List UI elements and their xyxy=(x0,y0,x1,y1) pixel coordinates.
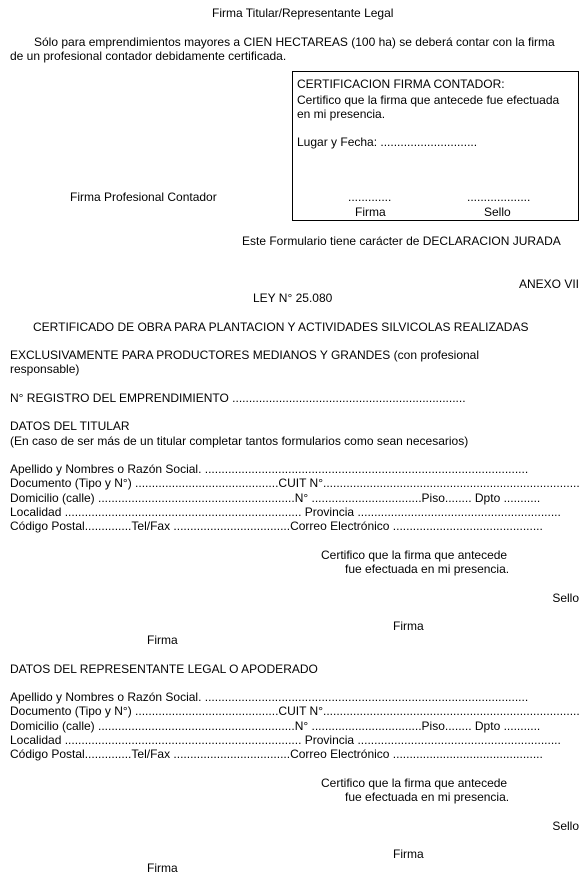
titular-apellido-field: Apellido y Nombres o Razón Social. ................................................................................................. xyxy=(10,462,529,476)
representante-documento-field: Documento (Tipo y N°) ...........................................CUIT N°............................................................................. xyxy=(10,704,580,718)
titular-domicilio-field: Domicilio (calle) ...........................................................N° .................................Piso........ Dpto ........... xyxy=(10,491,541,505)
representante-heading: DATOS DEL REPRESENTANTE LEGAL O APODERADO xyxy=(10,662,318,676)
ley-label: LEY N° 25.080 xyxy=(253,291,333,305)
representante-cert-line-2: fue efectuada en mi presencia. xyxy=(345,790,510,804)
representante-firma-left: Firma xyxy=(147,861,178,875)
anexo-label: ANEXO VII xyxy=(518,277,579,291)
note-line-2: de un profesional contador debidamente certificada. xyxy=(10,49,287,63)
titular-firma-left: Firma xyxy=(147,633,178,647)
cert-box-line-2: en mi presencia. xyxy=(297,107,386,121)
cert-box-sello-label: Sello xyxy=(484,205,511,219)
titular-codigo-field: Código Postal..............Tel/Fax ...................................Correo Electrónico ............................................. xyxy=(10,519,543,533)
firma-dots: ............. xyxy=(348,190,392,204)
representante-domicilio-field: Domicilio (calle) ...........................................................N° .................................Piso........ Dpto ........... xyxy=(10,719,541,733)
titular-heading: DATOS DEL TITULAR xyxy=(10,419,130,433)
representante-codigo-field: Código Postal..............Tel/Fax ...................................Correo Electrónico ............................................. xyxy=(10,747,543,761)
exclusive-line-2: responsable) xyxy=(10,362,80,376)
firma-profesional-label: Firma Profesional Contador xyxy=(70,190,217,204)
titular-documento-field: Documento (Tipo y N°) ...........................................CUIT N°............................................................................. xyxy=(10,476,580,490)
titular-subheading: (En caso de ser más de un titular completar tantos formularios como sean necesarios) xyxy=(10,434,469,448)
titular-localidad-field: Localidad ....................................................................... Provincia ............................................................. xyxy=(10,505,561,519)
firma-titular-label: Firma Titular/Representante Legal xyxy=(212,6,394,20)
representante-firma-right: Firma xyxy=(393,847,424,861)
certificacion-contador-box xyxy=(292,71,579,221)
declaracion-jurada-note: Este Formulario tiene carácter de DECLARACION JURADA xyxy=(242,234,561,248)
registro-field: N° REGISTRO DEL EMPRENDIMIENTO ...................................................................... xyxy=(10,391,466,405)
note-line-1: Sólo para emprendimientos mayores a CIEN HECTAREAS (100 ha) se deberá contar con la firma xyxy=(34,35,555,49)
titular-firma-right: Firma xyxy=(393,619,424,633)
representante-localidad-field: Localidad ....................................................................... Provincia ............................................................. xyxy=(10,733,561,747)
cert-box-firma-label: Firma xyxy=(355,205,386,219)
representante-apellido-field: Apellido y Nombres o Razón Social. ................................................................................................. xyxy=(10,690,529,704)
exclusive-line-1: EXCLUSIVAMENTE PARA PRODUCTORES MEDIANOS Y GRANDES (con profesional xyxy=(10,348,480,362)
cert-box-title: CERTIFICACION FIRMA CONTADOR: xyxy=(297,77,505,91)
certificado-title: CERTIFICADO DE OBRA PARA PLANTACION Y ACTIVIDADES SILVICOLAS REALIZADAS xyxy=(33,320,529,334)
representante-cert-line-1: Certifico que la firma que antecede xyxy=(321,776,508,790)
sello-dots: ................... xyxy=(467,190,531,204)
lugar-fecha-field: Lugar y Fecha: ............................. xyxy=(297,135,478,149)
cert-box-line-1: Certifico que la firma que antecede fue efectuada xyxy=(297,93,560,107)
titular-cert-line-2: fue efectuada en mi presencia. xyxy=(345,562,510,576)
titular-cert-line-1: Certifico que la firma que antecede xyxy=(321,548,508,562)
titular-sello-label: Sello xyxy=(552,591,579,605)
representante-sello-label: Sello xyxy=(552,819,579,833)
